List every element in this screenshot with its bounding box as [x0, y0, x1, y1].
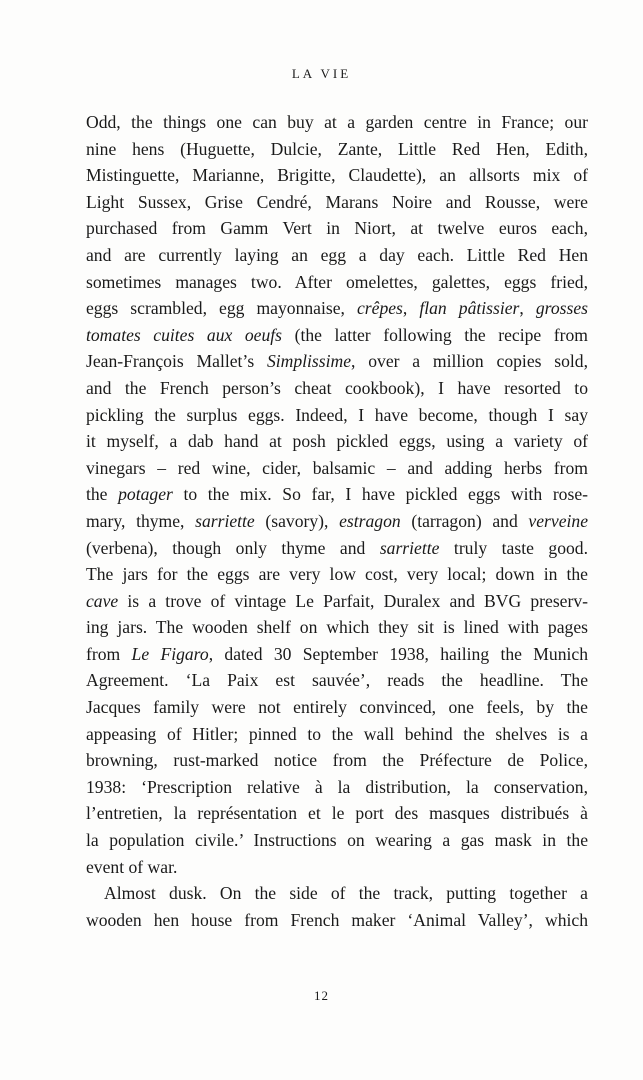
text-run: Mistinguette, Marianne, Brigitte, Claudette), an allsorts mix of: [86, 165, 588, 186]
text-run: ,: [402, 298, 420, 319]
text-line: [86, 508, 588, 535]
text-run: pickling the surplus eggs. Indeed, I have become, though I say: [86, 404, 588, 425]
text-line: [86, 641, 588, 668]
text-run: event of war.: [86, 856, 178, 877]
italic-run: tomates cuites aux oeufs: [86, 324, 283, 345]
text-line: [86, 136, 588, 163]
page-number: 12: [314, 988, 329, 1003]
italic-run: cave: [86, 590, 119, 611]
text-run: l’entretien, la représentation et le port des masques distribués à: [86, 803, 588, 824]
text-run: , over a million copies sold,: [351, 351, 588, 372]
text-line: [86, 774, 588, 801]
text-run: wooden hen house from French maker ‘Animal Valley’, which: [86, 909, 588, 930]
italic-run: Le Figaro: [131, 643, 209, 664]
text-run: (verbena), though only thyme and: [86, 537, 380, 558]
text-line: [86, 827, 588, 854]
text-line: [86, 747, 588, 774]
text-line: [86, 694, 588, 721]
text-line: [86, 162, 588, 189]
text-line: [86, 588, 588, 615]
text-line: [86, 854, 588, 881]
text-line: [86, 295, 588, 322]
text-line: [86, 614, 588, 641]
text-line: [86, 667, 588, 694]
text-run: (savory),: [254, 510, 340, 531]
paragraph: [86, 109, 588, 880]
text-line: [86, 561, 588, 588]
text-line: [86, 109, 588, 136]
text-run: sometimes manages two. After omelettes, galettes, eggs fried,: [86, 271, 588, 292]
text-run: to the mix. So far, I have pickled eggs with rose-: [172, 484, 588, 505]
text-run: Almost dusk. On the side of the track, putting together a: [104, 883, 588, 904]
paragraph: [86, 880, 588, 933]
text-line: [86, 242, 588, 269]
text-run: 1938: ‘Prescription relative à la distribution, la conservation,: [86, 776, 588, 797]
text-run: The jars for the eggs are very low cost, very local; down in the: [86, 564, 588, 585]
text-run: from: [86, 643, 132, 664]
text-run: Jean-François Mallet’s: [86, 351, 267, 372]
italic-run: grosses: [535, 298, 588, 319]
text-run: Odd, the things one can buy at a garden centre in France; our: [86, 112, 588, 132]
text-run: vinegars – red wine, cider, balsamic – and adding herbs from: [86, 457, 588, 478]
text-line: [86, 800, 588, 827]
italic-run: estragon: [339, 510, 401, 531]
text-run: the: [86, 484, 119, 505]
text-line: [86, 269, 588, 296]
text-run: Light Sussex, Grise Cendré, Marans Noire and Rousse, were: [86, 191, 588, 212]
italic-run: flan pâtissier: [419, 298, 520, 319]
body-text: [86, 109, 588, 933]
running-head: LA VIE: [291, 66, 352, 81]
text-line: [86, 215, 588, 242]
text-run: browning, rust-marked notice from the Préfecture de Police,: [86, 750, 588, 771]
text-line: [86, 455, 588, 482]
text-run: (tarragon) and: [400, 510, 529, 531]
italic-run: sarriette: [379, 537, 440, 558]
text-line: [86, 907, 588, 934]
text-run: and are currently laying an egg a day each. Little Red Hen: [86, 244, 588, 265]
text-run: , dated 30 September 1938, hailing the Munich: [208, 643, 588, 664]
text-run: (the latter following the recipe from: [282, 324, 588, 345]
text-line: [86, 375, 588, 402]
text-line: [86, 348, 588, 375]
text-run: and the French person’s cheat cookbook), I have resorted to: [86, 377, 588, 398]
text-line: [86, 322, 588, 349]
text-run: Agreement. ‘La Paix est sauvée’, reads the headline. The: [86, 670, 588, 691]
text-line: [86, 481, 588, 508]
text-line: [86, 402, 588, 429]
italic-run: potager: [118, 484, 173, 505]
text-run: nine hens (Huguette, Dulcie, Zante, Little Red Hen, Edith,: [86, 138, 588, 159]
text-line: [86, 189, 588, 216]
text-run: la population civile.’ Instructions on wearing a gas mask in the: [86, 830, 588, 851]
text-run: it myself, a dab hand at posh pickled eggs, using a variety of: [86, 431, 588, 452]
text-run: appeasing of Hitler; pinned to the wall behind the shelves is a: [86, 723, 588, 744]
text-run: is a trove of vintage Le Parfait, Duralex and BVG preserv-: [118, 590, 588, 611]
text-line: [86, 535, 588, 562]
text-run: mary, thyme,: [86, 510, 196, 531]
text-run: Jacques family were not entirely convinced, one feels, by the: [86, 697, 588, 718]
text-line: [86, 880, 588, 907]
italic-run: Simplissime: [266, 351, 352, 372]
text-run: eggs scrambled, egg mayonnaise,: [86, 298, 357, 319]
text-run: ing jars. The wooden shelf on which they sit is lined with pages: [86, 617, 588, 638]
text-line: [86, 428, 588, 455]
text-run: truly taste good.: [439, 537, 588, 558]
italic-run: crêpes: [356, 298, 403, 319]
text-line: [86, 721, 588, 748]
italic-run: verveine: [528, 510, 588, 531]
italic-run: sarriette: [195, 510, 255, 531]
text-run: purchased from Gamm Vert in Niort, at twelve euros each,: [86, 218, 588, 239]
text-run: ,: [519, 298, 536, 319]
